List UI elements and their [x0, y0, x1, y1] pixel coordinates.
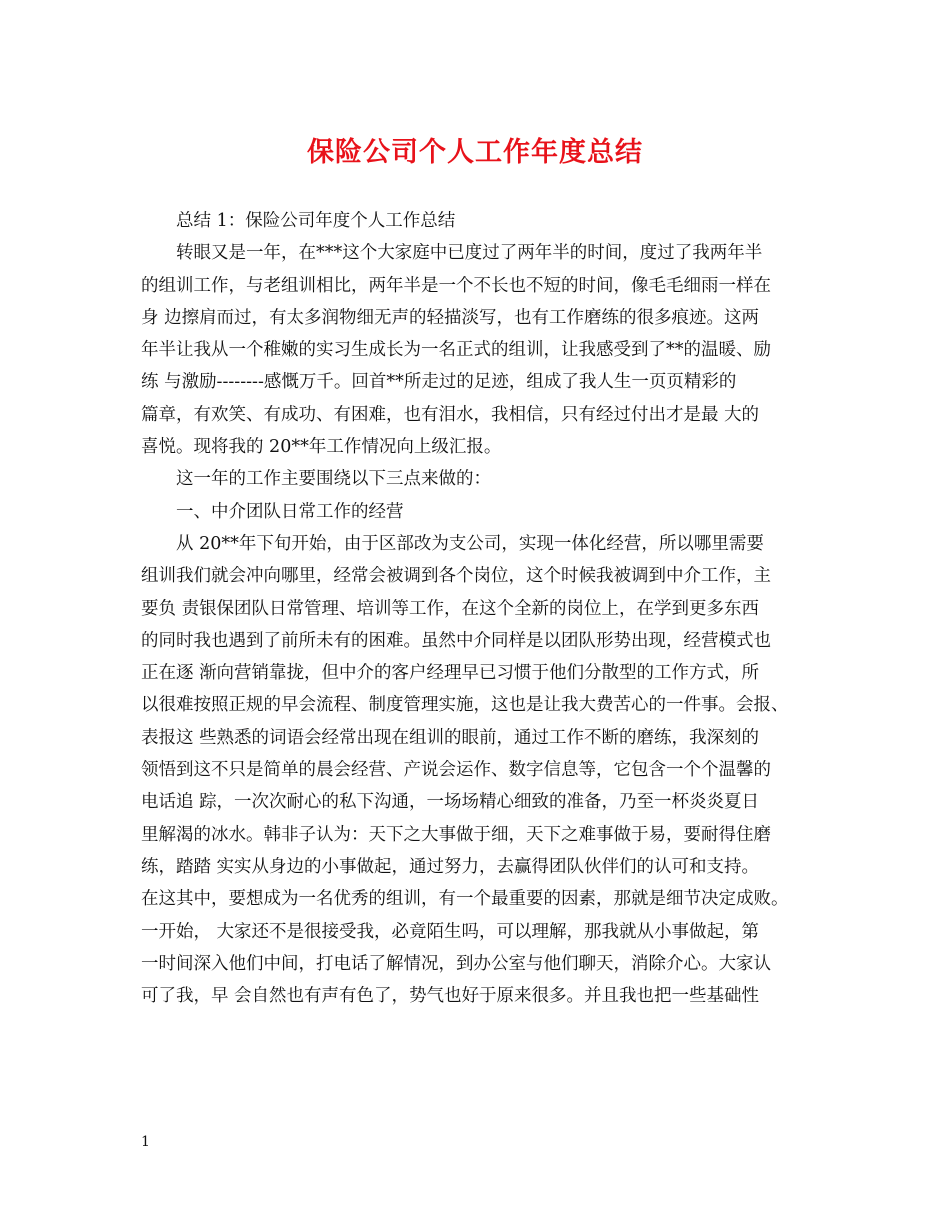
- body-line: 一开始， 大家还不是很接受我，必竟陌生吗，可以理解，那我就从小事做起，第: [141, 921, 760, 942]
- body-line: 里解渴的冰水。韩非子认为：天下之大事做于细，天下之难事做于易，要耐得住磨: [141, 824, 771, 845]
- body-line: 以很难按照正规的早会流程、制度管理实施，这也是让我大费苦心的一件事。会报、: [141, 695, 789, 716]
- body-line: 年半让我从一个稚嫩的实习生成长为一名正式的组训，让我感受到了**的温暖、励: [141, 340, 771, 361]
- body-line: 在这其中，要想成为一名优秀的组训，有一个最重要的因素，那就是细节决定成败。: [141, 889, 789, 910]
- body-line: 练 与激励--------感慨万千。回首**所走过的足迹，组成了我人生一页页精彩的: [141, 372, 737, 393]
- body-line: 组训我们就会冲向哪里，经常会被调到各个岗位，这个时候我被调到中介工作，主: [141, 566, 771, 587]
- body-line: 可了我，早 会自然也有声有色了，势气也好于原来很多。并且我也把一些基础性: [141, 986, 760, 1007]
- body-line: 从 20**年下旬开始，由于区部改为支公司，实现一体化经营，所以哪里需要: [176, 533, 764, 554]
- body-line: 表报这 些熟悉的词语会经常出现在组训的眼前，通过工作不断的磨练，我深刻的: [141, 727, 760, 748]
- body-line: 正在逐 渐向营销靠拢，但中介的客户经理早已习惯于他们分散型的工作方式，所: [141, 663, 760, 684]
- body-line: 的组训工作，与老组训相比，两年半是一个不长也不短的时间，像毛毛细雨一样在: [141, 275, 771, 296]
- body-line: 一时间深入他们中间，打电话了解情况，到办公室与他们聊天，消除介心。大家认: [141, 953, 771, 974]
- body-line: 篇章，有欢笑、有成功、有困难，也有泪水，我相信，只有经过付出才是最 大的: [141, 404, 760, 425]
- section-heading: 一、中介团队日常工作的经营: [176, 501, 404, 522]
- body-line: 身 边擦肩而过，有太多润物细无声的轻描淡写，也有工作磨练的很多痕迹。这两: [141, 307, 760, 328]
- body-line: 喜悦。现将我的 20**年工作情况向上级汇报。: [141, 437, 502, 458]
- body-line: 电话追 踪，一次次耐心的私下沟通，一场场精心细致的准备，乃至一杯炎炎夏日: [141, 792, 760, 813]
- body-line: 要负 责银保团队日常管理、培训等工作，在这个全新的岗位上，在学到更多东西: [141, 598, 760, 619]
- page-number: 1: [141, 1134, 150, 1150]
- body-line: 领悟到这不只是简单的晨会经营、产说会运作、数字信息等，它包含一个个温馨的: [141, 760, 771, 781]
- body-line: 练，踏踏 实实从身边的小事做起，通过努力，去赢得团队伙伴们的认可和支持。: [141, 856, 760, 877]
- body-line: 这一年的工作主要围绕以下三点来做的：: [176, 469, 491, 490]
- document-body: [141, 205, 821, 1012]
- body-line: 总结 1：保险公司年度个人工作总结: [176, 211, 456, 231]
- body-line: 转眼又是一年，在***这个大家庭中已度过了两年半的时间，度过了我两年半: [176, 243, 763, 264]
- body-line: 的同时我也遇到了前所未有的困难。虽然中介同样是以团队形势出现，经营模式也: [141, 630, 771, 651]
- document-title: 保险公司个人工作年度总结: [307, 137, 643, 168]
